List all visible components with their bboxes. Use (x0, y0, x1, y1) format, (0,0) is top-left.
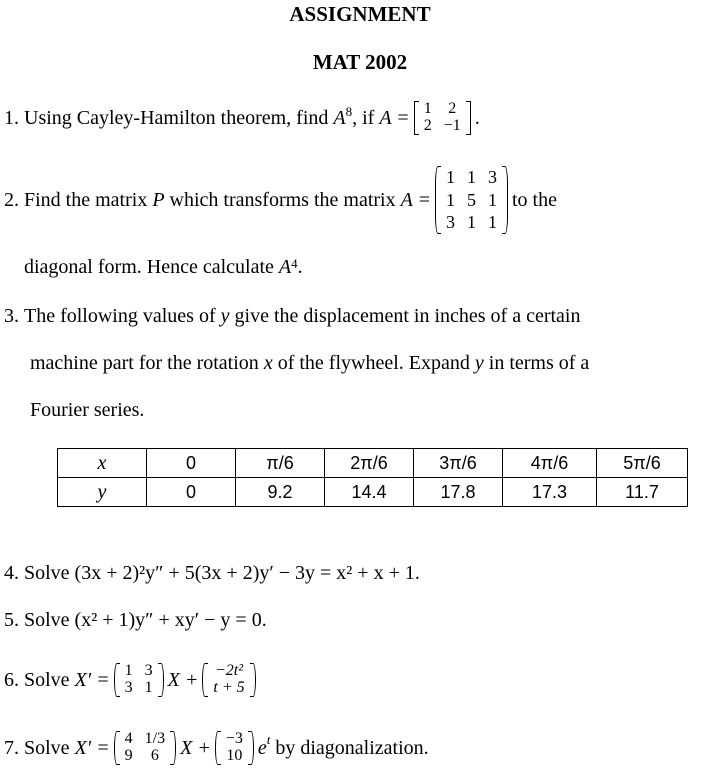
q-text: Find the matrix (24, 188, 148, 211)
cell: 1 (487, 212, 497, 233)
table-cell: 17.8 (414, 478, 503, 507)
math: A (333, 106, 346, 129)
math: P (152, 188, 165, 211)
q-text: in terms of a (488, 352, 590, 374)
q-text: . (474, 106, 480, 129)
math: A = (379, 106, 410, 129)
q-num: 7. (4, 736, 19, 759)
question-3-line2 (30, 352, 589, 375)
math: y (474, 352, 484, 374)
math: X′ = (74, 668, 110, 691)
cell: −2t² (214, 662, 244, 680)
question-3-line3: Fourier series. (30, 399, 145, 421)
math: t (266, 732, 271, 747)
vector (215, 731, 254, 765)
cell: 1 (144, 679, 153, 696)
q-text: of the flywheel. Expand (277, 352, 470, 374)
table-cell: 11.7 (597, 478, 688, 507)
table-cell: 2π/6 (325, 449, 414, 478)
math: X + (180, 736, 211, 759)
cell: 10 (226, 747, 243, 764)
table-cell: π/6 (236, 449, 325, 478)
q-text: Solve (3x + 2)²y″ + 5(3x + 2)y′ − 3y = x² + x + 1. (24, 562, 420, 584)
question-4 (4, 562, 420, 585)
table-cell: y (58, 478, 147, 507)
q-text: . (297, 256, 303, 278)
q-text: diagonal form. Hence calculate (24, 256, 274, 278)
data-table (57, 448, 688, 507)
cell: 5 (466, 189, 476, 210)
cell: 3 (445, 212, 455, 233)
math: x (263, 352, 273, 374)
math: A = (400, 188, 431, 211)
table-row (58, 478, 688, 507)
matrix (114, 731, 176, 765)
cell: 9 (124, 747, 133, 764)
cell: 1 (487, 189, 497, 210)
table-cell: 0 (147, 449, 236, 478)
matrix-a (435, 166, 508, 234)
question-7 (4, 724, 429, 772)
math: X + (167, 668, 199, 691)
q-text: by diagonalization. (275, 736, 429, 759)
cell: 1 (423, 100, 432, 118)
cell: 6 (150, 747, 159, 764)
q-text: Solve (24, 668, 70, 691)
q-text: The following values of (24, 305, 216, 327)
table-cell: 3π/6 (414, 449, 503, 478)
cell: 3 (124, 679, 133, 696)
math: 4 (291, 256, 298, 271)
q-text: Using Cayley-Hamilton theorem, find (24, 106, 329, 129)
q-num: 3. (4, 305, 19, 327)
matrix-a (414, 101, 471, 135)
q-text: which transforms the matrix (169, 188, 396, 211)
math: y (220, 305, 230, 327)
table-row (58, 449, 688, 478)
cell: 3 (144, 662, 153, 680)
q-num: 1. (4, 106, 19, 129)
cell: 2 (423, 117, 432, 134)
table-cell: x (58, 449, 147, 478)
title: ASSIGNMENT (289, 2, 431, 26)
question-6 (4, 656, 260, 704)
question-5 (4, 609, 267, 632)
vector (202, 663, 255, 697)
table-cell: 4π/6 (503, 449, 597, 478)
q-text: give the displacement in inches of a certain (234, 305, 581, 327)
table-cell: 9.2 (236, 478, 325, 507)
q-text: Solve (24, 736, 70, 759)
math: X′ = (74, 736, 110, 759)
cell: 1 (445, 167, 455, 188)
math: e (257, 736, 267, 759)
q-num: 5. (4, 609, 19, 631)
question-2-cont (24, 256, 303, 279)
question-3 (4, 305, 581, 328)
cell: 2 (448, 100, 457, 118)
cell: −3 (225, 730, 243, 748)
math: 8 (345, 104, 353, 119)
table-cell: 5π/6 (597, 449, 688, 478)
q-num: 2. (4, 188, 19, 211)
table-cell: 14.4 (325, 478, 414, 507)
table-cell: 17.3 (503, 478, 597, 507)
question-2 (4, 160, 557, 240)
cell: t + 5 (213, 679, 245, 696)
cell: 1 (445, 189, 455, 210)
matrix (114, 663, 164, 697)
q-num: 6. (4, 668, 19, 691)
cell: −1 (443, 117, 461, 134)
q-text: to the (511, 188, 557, 211)
q-text: Solve (x² + 1)y″ + xy′ − y = 0. (24, 609, 267, 631)
cell: 3 (487, 167, 497, 188)
cell: 4 (124, 730, 133, 748)
q-num: 4. (4, 562, 19, 584)
cell: 1 (124, 662, 133, 680)
table-cell: 0 (147, 478, 236, 507)
q-text: , if (352, 106, 375, 129)
q-text: machine part for the rotation (30, 352, 259, 374)
cell: 1 (466, 212, 476, 233)
question-1 (4, 98, 480, 138)
cell: 1 (466, 167, 476, 188)
cell: 1/3 (144, 730, 166, 748)
math: A (278, 256, 292, 278)
course-code: MAT 2002 (312, 50, 408, 74)
